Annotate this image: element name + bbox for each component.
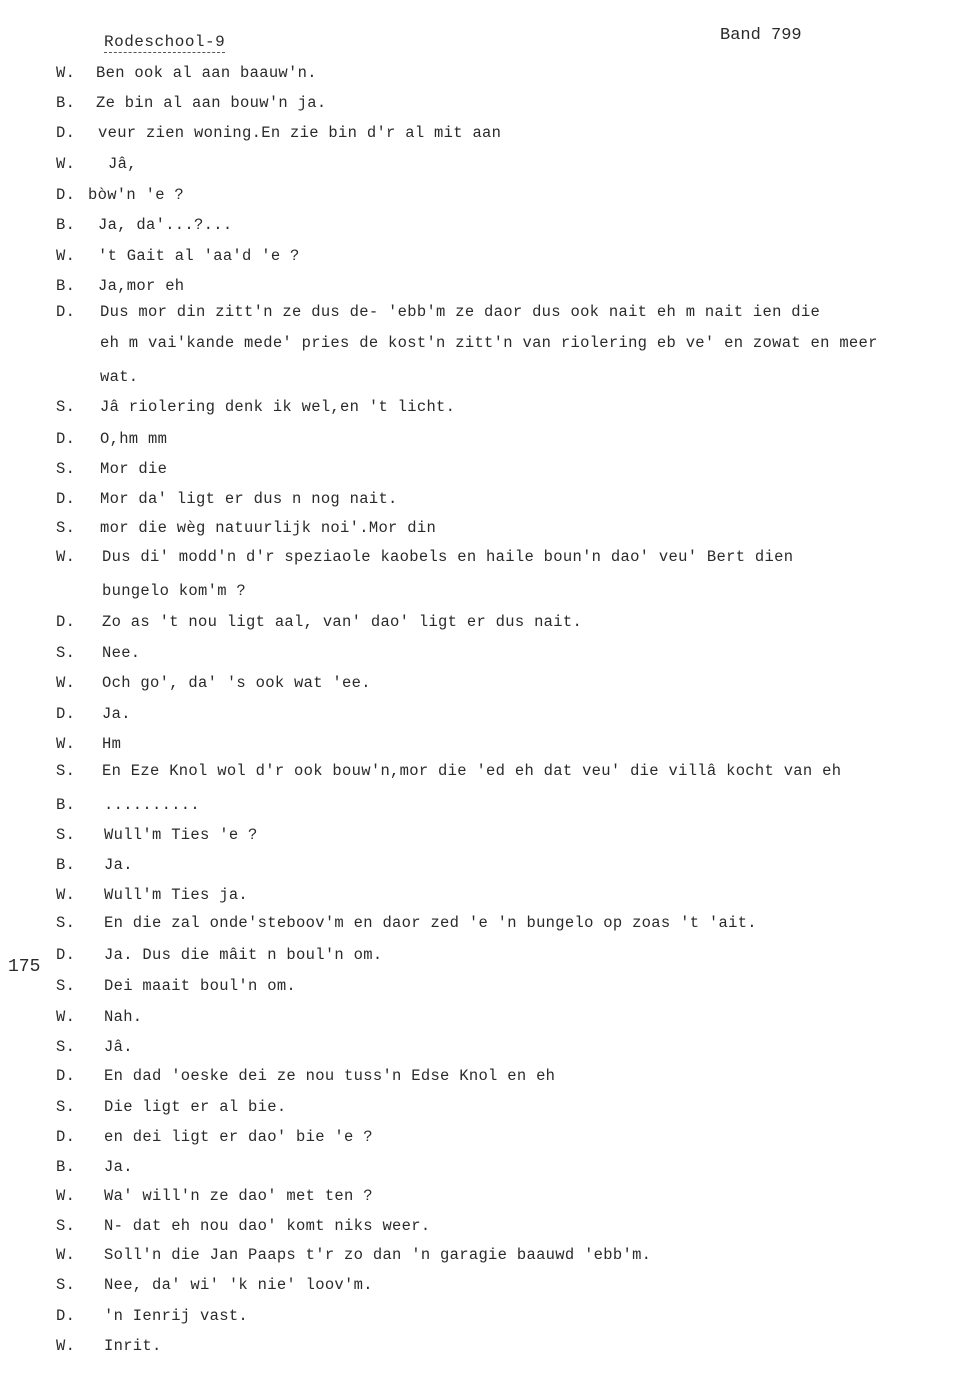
speaker-label: S. (56, 398, 76, 416)
utterance-text: Ben ook al aan baauw'n. (96, 64, 317, 82)
speaker-label: S. (56, 977, 76, 995)
speaker-label: D. (56, 946, 76, 964)
utterance-text: mor die wèg natuurlijk noi'.Mor din (100, 519, 437, 537)
utterance-text: Ja. (104, 1158, 133, 1176)
utterance-text: En die zal onde'steboov'm en daor zed 'e 'n bungelo op zoas 't 'ait. (104, 914, 757, 932)
speaker-label: W. (56, 247, 76, 265)
speaker-label: S. (56, 644, 76, 662)
speaker-label: W. (56, 1246, 76, 1264)
utterance-text: .......... (104, 796, 201, 814)
utterance-text: Dei maait boul'n om. (104, 977, 297, 995)
utterance-text: Ja, da'...?... (98, 216, 233, 234)
utterance-continuation: bungelo kom'm ? (102, 582, 247, 600)
speaker-label: D. (56, 303, 76, 321)
speaker-label: W. (56, 674, 76, 692)
utterance-text: Ja. (102, 705, 131, 723)
utterance-text: Wa' will'n ze dao' met ten ? (104, 1187, 373, 1205)
speaker-label: S. (56, 1276, 76, 1294)
band-number: Band 799 (720, 26, 802, 45)
utterance-text: Ze bin al aan bouw'n ja. (96, 94, 327, 112)
document-title: Rodeschool-9 (104, 33, 226, 51)
speaker-label: D. (56, 490, 76, 508)
utterance-text: 't Gait al 'aa'd 'e ? (98, 247, 300, 265)
speaker-label: S. (56, 762, 76, 780)
utterance-continuation: eh m vai'kande mede' pries de kost'n zitt'n van riolering eb ve' en zowat en meer (100, 334, 878, 352)
utterance-text: N- dat eh nou dao' komt niks weer. (104, 1217, 431, 1235)
utterance-text: Jâ, (108, 155, 137, 173)
speaker-label: D. (56, 613, 76, 631)
speaker-label: B. (56, 216, 76, 234)
utterance-text: Nah. (104, 1008, 143, 1026)
speaker-label: W. (56, 548, 76, 566)
speaker-label: B. (56, 277, 76, 295)
utterance-text: Soll'n die Jan Paaps t'r zo dan 'n garagie baauwd 'ebb'm. (104, 1246, 652, 1264)
speaker-label: S. (56, 460, 76, 478)
utterance-text: Ja. (104, 856, 133, 874)
utterance-text: Wull'm Ties 'e ? (104, 826, 258, 844)
speaker-label: D. (56, 430, 76, 448)
speaker-label: S. (56, 1217, 76, 1235)
utterance-text: Zo as 't nou ligt aal, van' dao' ligt er dus nait. (102, 613, 583, 631)
speaker-label: B. (56, 1158, 76, 1176)
utterance-text: Hm (102, 735, 122, 753)
utterance-text: Inrit. (104, 1337, 162, 1355)
utterance-text: en dei ligt er dao' bie 'e ? (104, 1128, 373, 1146)
utterance-text: Wull'm Ties ja. (104, 886, 249, 904)
utterance-text: Dus di' modd'n d'r speziaole kaobels en haile boun'n dao' veu' Bert dien (102, 548, 794, 566)
utterance-text: Nee. (102, 644, 141, 662)
speaker-label: S. (56, 914, 76, 932)
speaker-label: S. (56, 1098, 76, 1116)
speaker-label: B. (56, 796, 76, 814)
speaker-label: D. (56, 124, 76, 142)
utterance-text: Ja,mor eh (98, 277, 185, 295)
speaker-label: D. (56, 1128, 76, 1146)
utterance-text: Mor die (100, 460, 168, 478)
speaker-label: W. (56, 886, 76, 904)
utterance-text: O,hm mm (100, 430, 168, 448)
utterance-text: En Eze Knol wol d'r ook bouw'n,mor die 'ed eh dat veu' die villâ kocht van eh (102, 762, 842, 780)
utterance-text: bòw'n 'e ? (88, 186, 185, 204)
speaker-label: W. (56, 64, 76, 82)
speaker-label: D. (56, 1307, 76, 1325)
speaker-label: B. (56, 856, 76, 874)
utterance-text: En dad 'oeske dei ze nou tuss'n Edse Knol en eh (104, 1067, 556, 1085)
speaker-label: D. (56, 1067, 76, 1085)
utterance-text: Mor da' ligt er dus n nog nait. (100, 490, 398, 508)
speaker-label: W. (56, 1008, 76, 1026)
margin-note: 175 (8, 957, 41, 977)
speaker-label: S. (56, 826, 76, 844)
speaker-label: D. (56, 705, 76, 723)
speaker-label: S. (56, 519, 76, 537)
utterance-text: Jâ riolering denk ik wel,en 't licht. (100, 398, 456, 416)
speaker-label: W. (56, 1337, 76, 1355)
utterance-text: veur zien woning.En zie bin d'r al mit aan (98, 124, 502, 142)
speaker-label: B. (56, 94, 76, 112)
speaker-label: W. (56, 735, 76, 753)
utterance-text: Och go', da' 's ook wat 'ee. (102, 674, 371, 692)
speaker-label: W. (56, 1187, 76, 1205)
speaker-label: D. (56, 186, 76, 204)
utterance-text: Ja. Dus die mâit n boul'n om. (104, 946, 383, 964)
speaker-label: W. (56, 155, 76, 173)
speaker-label: S. (56, 1038, 76, 1056)
utterance-text: Nee, da' wi' 'k nie' loov'm. (104, 1276, 373, 1294)
utterance-text: Die ligt er al bie. (104, 1098, 287, 1116)
utterance-text: Jâ. (104, 1038, 133, 1056)
utterance-text: 'n Ienrij vast. (104, 1307, 249, 1325)
utterance-text: Dus mor din zitt'n ze dus de- 'ebb'm ze daor dus ook nait eh m nait ien die (100, 303, 821, 321)
utterance-continuation: wat. (100, 368, 139, 386)
